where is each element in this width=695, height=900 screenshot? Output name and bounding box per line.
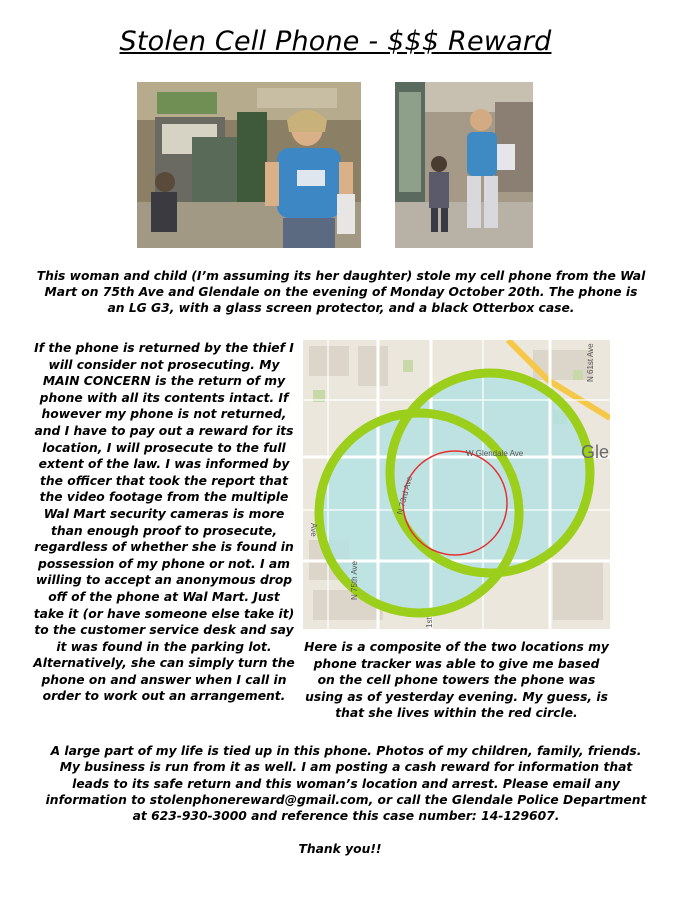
security-photo-store-aisle <box>395 82 533 248</box>
page-title: Stolen Cell Phone - $$$ Reward <box>119 26 552 57</box>
map-caption: Here is a composite of the two locations my phone tracker was able to give me based on the cell phone towers the phone was using as of yesterday evening. My guess, is that she lives within the red circle. <box>304 640 609 721</box>
phone-tracker-map <box>303 340 610 629</box>
thank-you: Thank you!! <box>298 842 382 856</box>
reward-paragraph: A large part of my life is tied up in this phone. Photos of my children, family, friends. My business is run from it as well. I am posting a cash reward for information that leads to its safe return and this woman’s location and arrest. Please email any information to stolenphonereward@gmail.com, or call the Glendale Police Department at 623-930-3000 and reference this case number: 14-129607. <box>45 744 647 824</box>
security-photo-store-entrance <box>137 82 361 248</box>
label-gle: Gle <box>581 442 610 462</box>
label-first: 1st <box>425 617 434 628</box>
label-n73rd: N 73rd Ave <box>395 475 415 516</box>
label-n61st: N 61st Ave <box>586 343 595 382</box>
label-n75th: N 75th Ave <box>350 561 359 600</box>
photo-caption: This woman and child (I’m assuming its her daughter) stole my cell phone from the Wal Mart on 75th Ave and Glendale on the evening of Monday October 20th. The phone is an LG G3, with a glass screen protector, and a black Otterbox case. <box>36 269 646 315</box>
appeal-paragraph: If the phone is returned by the thief I will consider not prosecuting. My MAIN CONCERN is the return of my phone with all its contents intact. If however my phone is not returned, and I have to pay out a reward for its location, I will prosecute to the full extent of the law. I was informed by the officer that took the report that the video footage from the multiple Wal Mart security cameras is more than enough proof to prosecute, regardless of whether she is found in possession of my phone or not. I am willing to accept an anonymous drop off of the phone at Wal Mart. Just take it (or have someone else take it) to the customer service desk and say it was found in the parking lot. Alternatively, she can simply turn the phone on and answer when I call in order to work out an arrangement. <box>33 341 295 704</box>
label-glendale: W Glendale Ave <box>466 449 524 458</box>
label-ave: Ave <box>309 523 318 537</box>
